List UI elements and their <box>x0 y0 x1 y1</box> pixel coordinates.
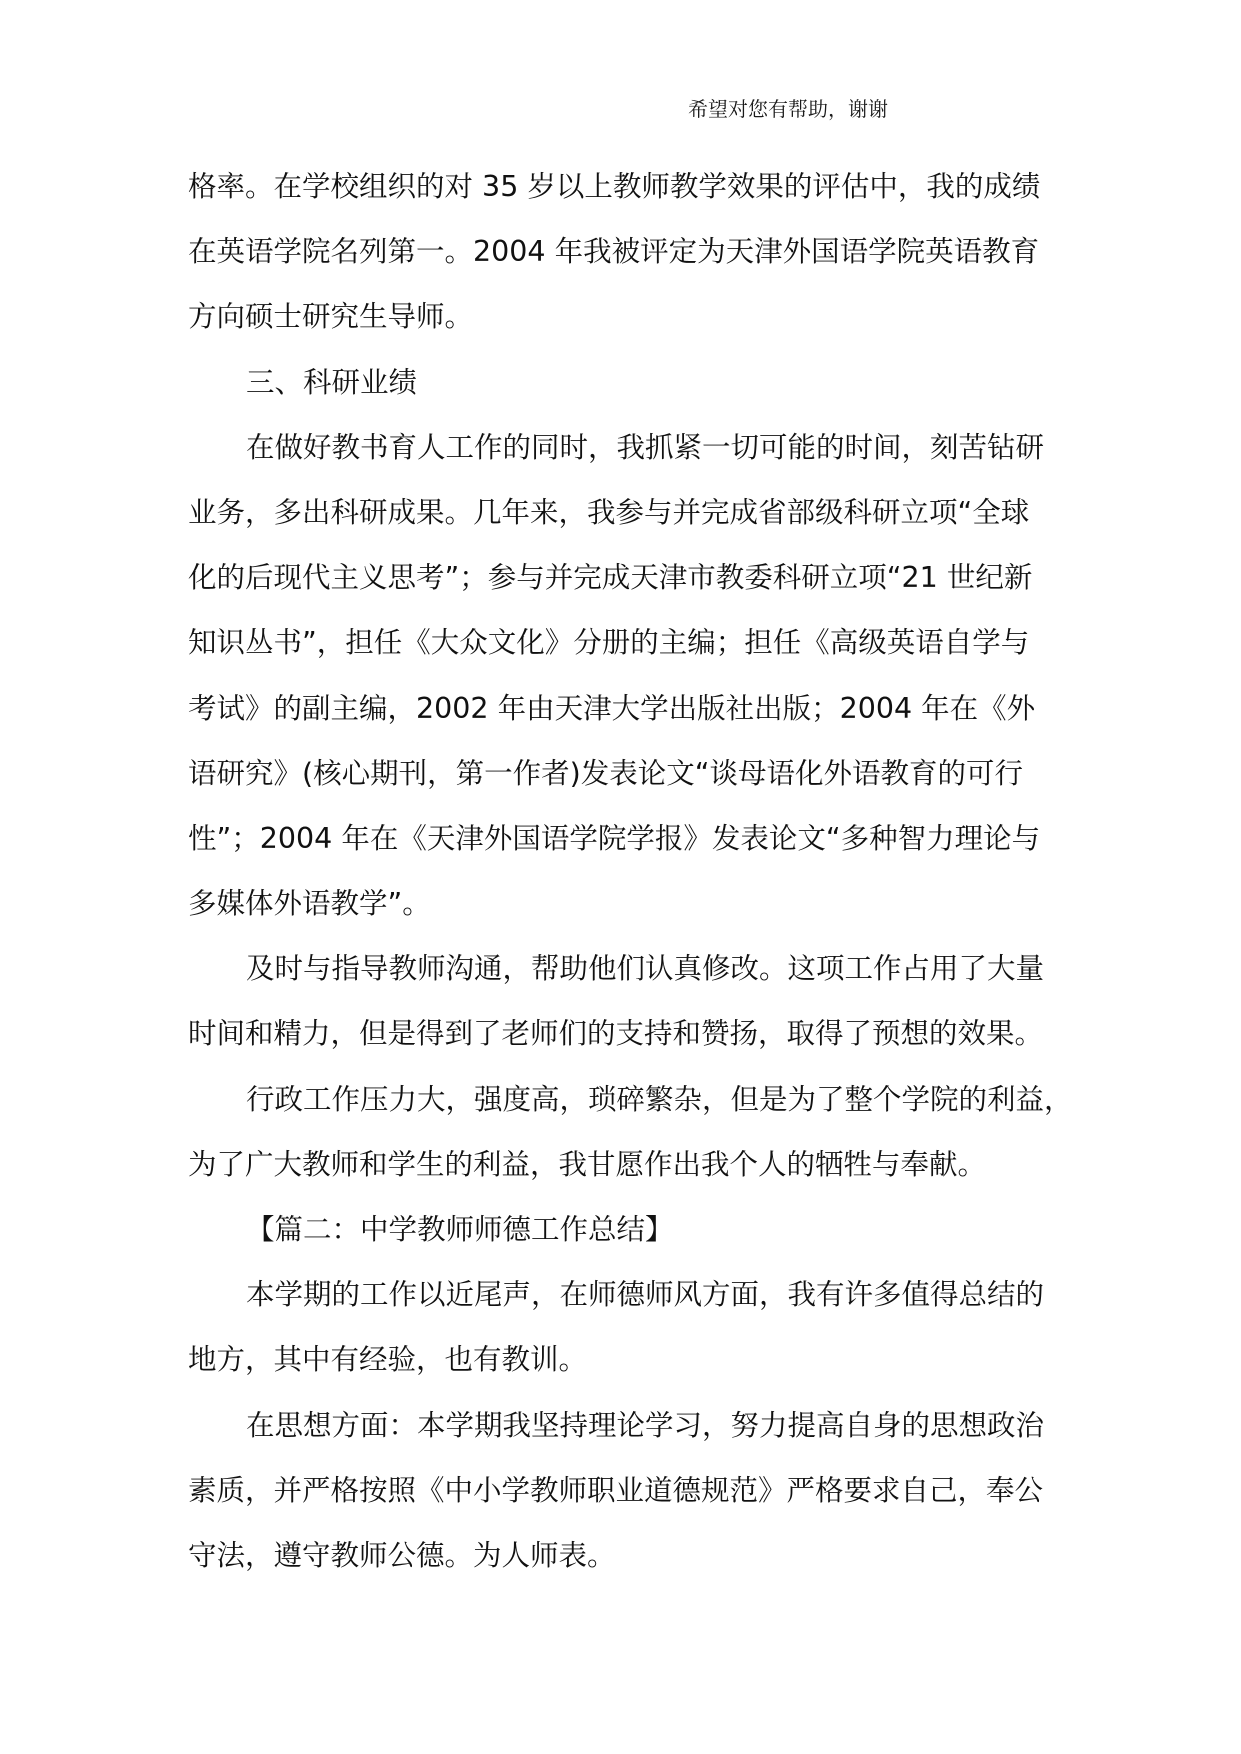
text-line: 时间和精力，但是得到了老师们的支持和赞扬，取得了预想的效果。 <box>188 1017 1044 1051</box>
text-line: 素质，并严格按照《中小学教师职业道德规范》严格要求自己，奉公 <box>188 1473 1044 1507</box>
text-line: 在英语学院名列第一。2004 年我被评定为天津外国语学院英语教育 <box>188 235 1040 269</box>
text-line: 在做好教书育人工作的同时，我抓紧一切可能的时间，刻苦钻研 <box>246 430 1045 464</box>
text-line: 语研究》(核心期刊，第一作者)发表论文“谈母语化外语教育的可行 <box>188 756 1024 790</box>
text-line: 本学期的工作以近尾声，在师德师风方面，我有许多值得总结的 <box>246 1278 1045 1312</box>
text-line: 行政工作压力大，强度高，琐碎繁杂，但是为了整个学院的利益， <box>246 1082 1073 1116</box>
text-line: 【篇二：中学教师师德工作总结】 <box>246 1213 674 1246</box>
text-line: 性”；2004 年在《天津外国语学院学报》发表论文“多种智力理论与 <box>188 821 1041 855</box>
text-line: 地方，其中有经验，也有教训。 <box>188 1343 588 1377</box>
text-line: 及时与指导教师沟通，帮助他们认真修改。这项工作占用了大量 <box>246 952 1045 986</box>
document-body <box>188 154 1073 1588</box>
text-line: 业务，多出科研成果。几年来，我参与并完成省部级科研立项“全球 <box>188 495 1030 529</box>
text-line: 守法，遵守教师公德。为人师表。 <box>188 1538 616 1572</box>
text-line: 化的后现代主义思考”；参与并完成天津市教委科研立项“21 世纪新 <box>188 561 1033 595</box>
page-header: 希望对您有帮助，谢谢 <box>688 97 888 121</box>
text-line: 知识丛书”，担任《大众文化》分册的主编；担任《高级英语自学与 <box>188 626 1030 660</box>
text-line: 格率。在学校组织的对 35 岁以上教师教学效果的评估中，我的成绩 <box>188 170 1041 203</box>
text-line: 方向硕士研究生导师。 <box>188 300 474 334</box>
text-line: 多媒体外语教学”。 <box>188 887 431 921</box>
text-line: 为了广大教师和学生的利益，我甘愿作出我个人的牺牲与奉献。 <box>188 1147 987 1181</box>
text-line: 在思想方面：本学期我坚持理论学习，努力提高自身的思想政治 <box>246 1408 1045 1442</box>
text-line: 考试》的副主编，2002 年由天津大学出版社出版；2004 年在《外 <box>188 691 1036 725</box>
text-line: 三、科研业绩 <box>246 365 418 399</box>
